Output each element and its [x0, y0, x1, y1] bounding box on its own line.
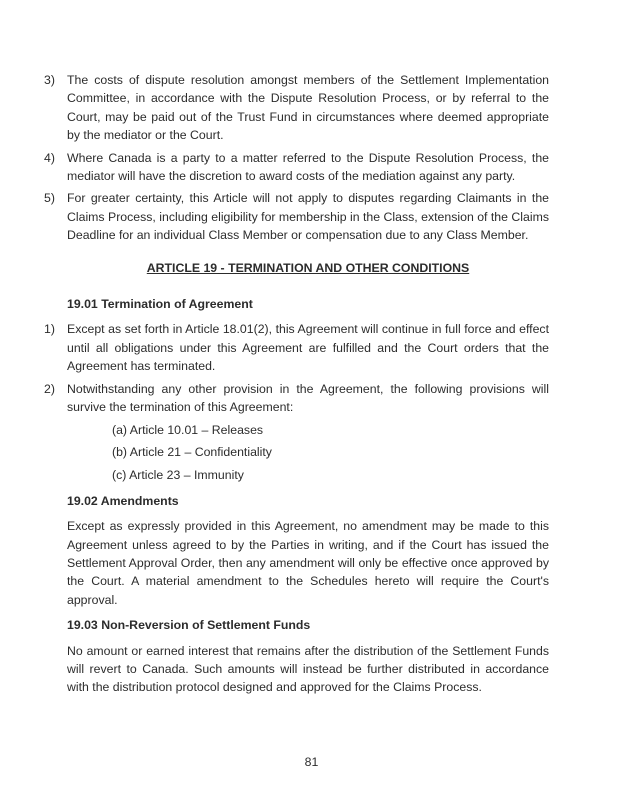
sub-item-b: (b) Article 21 – Confidentiality — [112, 445, 272, 460]
list-item-4-marker: 4) — [44, 150, 55, 165]
list-item-1 — [44, 320, 549, 375]
sub-item-a: (a) Article 10.01 – Releases — [112, 422, 264, 437]
section-19-02-paragraph: Except as expressly provided in this Agreement, no amendment may be made to this Agreement unless agreed to by the Parties in writing, and if the Court has issued the Settlement Approval Order, then any amendment will only be effective once approved by the Court. A material amendment to the Schedules hereto will require the Court's approval. — [67, 519, 549, 607]
section-19-03-heading: 19.03 Non-Reversion of Settlement Funds — [67, 618, 311, 633]
page-content — [44, 71, 549, 700]
list-item-1-marker: 1) — [44, 322, 55, 337]
list-item-1-text: Except as set forth in Article 18.01(2), this Agreement will continue in full force and effect until all obligations under this Agreement are fulfilled and the Court orders that the Agreement has terminated. — [67, 322, 549, 374]
article-19-heading: ARTICLE 19 - TERMINATION AND OTHER CONDITIONS — [146, 260, 470, 275]
list-item-5 — [44, 189, 549, 244]
list-item-2 — [44, 380, 549, 417]
list-item-4-text: Where Canada is a party to a matter referred to the Dispute Resolution Process, the mediator will have the discretion to award costs of the mediation against any party. — [67, 150, 549, 184]
sub-item-c: (c) Article 23 – Immunity — [112, 468, 244, 483]
list-item-3 — [44, 71, 549, 145]
section-19-03-paragraph: No amount or earned interest that remains after the distribution of the Settlement Funds will revert to Canada. Such amounts will instead be further distributed in accordance with the distribution protocol designed and approved for the Claims Process. — [67, 643, 549, 695]
list-item-2-marker: 2) — [44, 381, 55, 396]
list-item-5-marker: 5) — [44, 191, 55, 206]
list-item-4 — [44, 149, 549, 186]
page-number: 81 — [304, 755, 319, 769]
section-19-02-heading: 19.02 Amendments — [67, 493, 179, 508]
list-item-5-text: For greater certainty, this Article will not apply to disputes regarding Claimants in the Claims Process, including eligibility for membership in the Class, extension of the Claims Deadline for an individual Class Member or compensation due to any Class Member. — [67, 191, 549, 243]
list-item-3-marker: 3) — [44, 73, 55, 87]
list-item-2-text: Notwithstanding any other provision in the Agreement, the following provisions will survive the termination of this Agreement: — [67, 381, 549, 415]
list-item-3-text: The costs of dispute resolution amongst members of the Settlement Implementation Committee, in accordance with the Dispute Resolution Process, or by referral to the Court, may be paid out of the Trust Fund in circumstances where deemed appropriate by the mediator or the Court. — [67, 73, 549, 143]
section-19-01-heading: 19.01 Termination of Agreement — [67, 297, 253, 312]
